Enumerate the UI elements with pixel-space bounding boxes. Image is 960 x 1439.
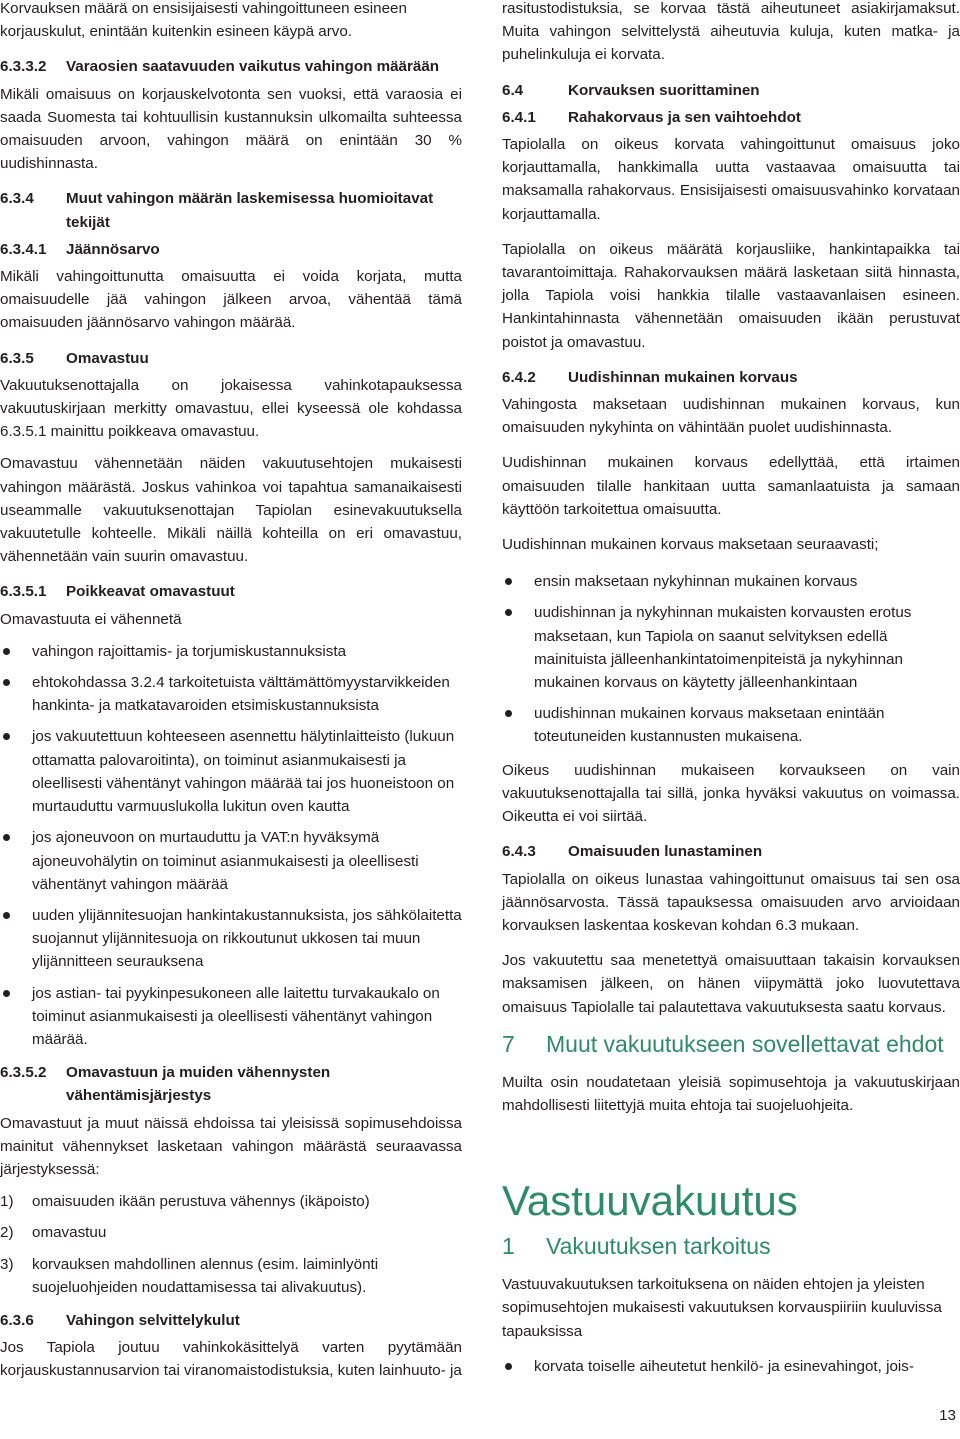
section-number: 6.3.6 — [0, 1311, 34, 1329]
bullet-list-6-3-5-1 — [0, 640, 462, 1051]
list-item: ehtokohdassa 3.2.4 tarkoitetuista välttämättömyystarvikkeiden hankinta- ja matkatavaroiden etsimiskustannuksista — [0, 671, 462, 717]
section-number: 1 — [502, 1233, 515, 1260]
list-item: vahingon rajoittamis- ja torjumiskustannuksista — [0, 640, 462, 663]
section-7-heading — [502, 1029, 960, 1059]
paragraph-1: Vastuuvakuutuksen tarkoituksena on näiden ehtojen ja yleisten sopimusehtojen mukaisesti vakuutuksen korvauspiiriin kuuluvissa tapauksissa — [502, 1276, 942, 1340]
section-number: 6.4.1 — [502, 108, 536, 126]
section-6-3-5-heading — [0, 347, 462, 370]
section-number: 6.3.5.2 — [0, 1064, 47, 1082]
section-title: Vakuutuksen tarkoitus — [546, 1233, 771, 1260]
list-item: korvata toiselle aiheutetut henkilö- ja esinevahingot, jois- — [502, 1355, 960, 1378]
section-number: 6.4.2 — [502, 368, 536, 386]
section-number: 6.4.3 — [502, 843, 536, 861]
list-item — [0, 1190, 462, 1213]
section-6-3-5-2-heading — [0, 1061, 462, 1107]
bullet-list-1 — [502, 1355, 960, 1378]
section-title: Rahakorvaus ja sen vaihtoehdot — [568, 108, 801, 126]
list-item — [0, 1221, 462, 1244]
paragraph-continued: rasitustodistuksia, se korvaa tästä aiheutuneet asiakirjamaksut. Muita vahingon selvittelystä aiheutuvia kuluja, kuten matka- ja puhelinkuluja ei korvata. — [502, 0, 960, 64]
paragraph-6-3-3-2: Mikäli omaisuus on korjauskelvotonta sen vuoksi, että varaosia ei saada Suomesta tai kohtuullisin kustannuksin ulkomailta suhteessa omaisuuden arvoon, vahingon määrä on enintään 30 % uudishinnasta. — [0, 85, 462, 173]
section-number: 6.3.4 — [0, 190, 34, 208]
chapter-title: Vastuuvakuutus — [502, 1177, 798, 1225]
list-item — [0, 1253, 462, 1299]
bullet-list-6-4-2 — [502, 570, 960, 748]
page-number: 13 — [939, 1406, 956, 1424]
list-item: jos astian- tai pyykinpesukoneen alle laitettu turvakaukalo on toiminut asianmukaisesti ja oleellisesti vähentänyt vahingon määrää. — [0, 982, 462, 1052]
section-6-3-4-heading — [0, 187, 462, 233]
paragraph-intro: Korvauksen määrä on ensisijaisesti vahingoittuneen esineen korjauskulut, enintään kuitenkin esineen käypä arvo. — [0, 0, 407, 41]
list-text: korvauksen mahdollinen alennus (esim. laiminlyönti suojeluohjeiden noudattamisessa tai alivakuutus). — [32, 1255, 379, 1296]
paragraph-6-3-5-a: Vakuutuksenottajalla on jokaisessa vahinkotapauksessa vakuutuskirjaan merkitty omavastuu, ellei kyseessä ole kohdassa 6.3.5.1 mainittu poikkeava omavastuu. — [0, 376, 462, 441]
paragraph-6-4-2-c: Uudishinnan mukainen korvaus maksetaan seuraavasti; — [502, 536, 879, 554]
paragraph-6-3-5-b: Omavastuu vähennetään näiden vakuutusehtojen mukaisesti vahingon määrästä. Joskus vahinkoa voi tapahtua samanaikaisesti useammalle vakuutuksenottajan Tapiolan esinevakuutuksella vakuutetulle kohteelle. Mikäli näillä kohteilla on eri omavastuu, vähennetään vain suurin omavastuu. — [0, 455, 462, 566]
paragraph-6-4-3-b: Jos vakuutettu saa menetettyä omaisuuttaan takaisin korvauksen maksamisen jälkeen, on hänen viipymättä joko luovutettava omaisuus Tapiolalle tai palautettava vakuutuksesta saatu korvaus. — [502, 952, 960, 1016]
section-6-4-1-heading — [502, 106, 960, 129]
section-number: 6.3.5.1 — [0, 583, 47, 601]
paragraph-6-4-1-b: Tapiolalla on oikeus määrätä korjausliike, hankintapaikka tai tavarantoimittaja. Rahakorvauksen määrä lasketaan siitä hinnasta, jolla Tapiola voisi hankkia tilalle vastaavanlaisen esineen. Hankintahinnasta vähennetään omaisuuden ikään perustuvat poistot ja omavastuu. — [502, 240, 960, 351]
paragraph-6-4-2-a: Vahingosta maksetaan uudishinnan mukainen korvaus, kun omaisuuden nykyhinta on vähintään puolet uudishinnasta. — [502, 396, 960, 437]
section-title: Muut vakuutukseen sovellettavat ehdot — [546, 1030, 944, 1057]
paragraph-6-4-2-b: Uudishinnan mukainen korvaus edellyttää, että irtaimen omaisuuden tilalle hankitaan uutta samanlaatuista ja samaan käyttöön tarkoitettua omaisuutta. — [502, 454, 960, 518]
section-title: Omaisuuden lunastaminen — [568, 843, 763, 861]
section-6-3-5-1-heading — [0, 580, 462, 603]
section-6-4-3-heading — [502, 840, 960, 863]
paragraph-6-3-5-1: Omavastuuta ei vähennetä — [0, 610, 182, 628]
list-item: uudishinnan ja nykyhinnan mukaisten korvausten erotus maksetaan, kun Tapiola on saanut selvityksen edellä mainituista jälleenhankintatoimenpiteistä ja nykyhinnan mukainen korvaus on käytetty jälleenhankintaan — [502, 601, 960, 694]
section-6-3-3-2-heading — [0, 55, 462, 78]
paragraph-6-4-1-a: Tapiolalla on oikeus korvata vahingoittunut omaisuus joko korjauttamalla, hankkimalla uutta vastaavaa omaisuutta tai maksamalla rahakorvaus. Ensisijaisesti omaisuusvahinko korvataan korjauttamalla. — [502, 136, 960, 223]
section-title: Muut vahingon määrän laskemisessa huomioitavat tekijät — [66, 190, 434, 231]
section-6-4-2-heading — [502, 366, 960, 389]
list-item: uudishinnan mukainen korvaus maksetaan enintään toteutuneiden kustannusten mukaisena. — [502, 702, 960, 748]
right-column — [502, 0, 960, 1388]
section-title: Jäännösarvo — [66, 240, 160, 258]
section-6-4-heading — [502, 79, 960, 102]
section-number: 6.3.5 — [0, 349, 34, 367]
list-text: omavastuu — [32, 1224, 107, 1242]
ordered-list-6-3-5-2 — [0, 1190, 462, 1299]
list-marker: 2) — [0, 1224, 14, 1242]
section-6-3-6-heading — [0, 1309, 462, 1332]
left-column — [0, 0, 462, 1392]
list-text: omaisuuden ikään perustuva vähennys (ikäpoisto) — [32, 1193, 370, 1211]
list-marker: 1) — [0, 1193, 14, 1211]
section-1-heading — [502, 1231, 960, 1261]
paragraph-6-3-6: Jos Tapiola joutuu vahinkokäsittelyä varten pyytämään korjauskustannusarvion tai viranomaistodistuksia, kuten lainhuuto- ja — [0, 1339, 462, 1380]
list-item: uuden ylijännitesuojan hankintakustannuksista, jos sähkölaitetta suojannut ylijännitesuoja on rikkoutunut ukkosen tai muun ylijännitteen seurauksena — [0, 904, 462, 974]
section-title: Omavastuu — [66, 349, 149, 367]
section-title: Uudishinnan mukainen korvaus — [568, 368, 798, 386]
list-item: jos ajoneuvoon on murtauduttu ja VAT:n hyväksymä ajoneuvohälytin on toiminut asianmukaisesti ja oleellisesti vähentänyt vahingon määrää — [0, 826, 462, 896]
list-item: jos vakuutettuun kohteeseen asennettu hälytinlaitteisto (lukuun ottamatta palovaroitinta), on toiminut asianmukaisesti ja oleellisesti vähentänyt vahingon määrää tai jos huoneistoon on murtauduttu varmuuslukolla lukitun oven kautta — [0, 725, 462, 818]
paragraph-6-3-5-2: Omavastuut ja muut näissä ehdoissa tai yleisissä sopimusehdoissa mainitut vähennykset lasketaan vahingon määrästä seuraavassa järjestyksessä: — [0, 1114, 462, 1178]
section-title: Varaosien saatavuuden vaikutus vahingon määrään — [66, 58, 440, 76]
paragraph-6-3-4-1: Mikäli vahingoittunutta omaisuutta ei voida korjata, mutta omaisuudelle jää vahingon jälkeen arvoa, vähentää tämä omaisuuden jäännösarvo vahingon määrää. — [0, 268, 462, 332]
paragraph-6-4-2-d: Oikeus uudishinnan mukaiseen korvaukseen on vain vakuutuksenottajalla tai sillä, jonka hyväksi vakuutus on voimassa. Oikeutta ei voi siirtää. — [502, 761, 960, 826]
paragraph-6-4-3-a: Tapiolalla on oikeus lunastaa vahingoittunut omaisuus tai sen osa jäännösarvosta. Tässä tapauksessa omaisuuden arvo arvioidaan korvauksen laskentaa koskevan kohdan 6.3 mukaan. — [502, 870, 960, 934]
section-number: 6.3.4.1 — [0, 240, 47, 258]
section-title: Poikkeavat omavastuut — [66, 583, 235, 601]
section-title: Vahingon selvittelykulut — [66, 1311, 240, 1329]
list-item: ensin maksetaan nykyhinnan mukainen korvaus — [502, 570, 960, 593]
section-6-3-4-1-heading — [0, 238, 462, 261]
section-title: Korvauksen suorittaminen — [568, 81, 760, 99]
section-title: Omavastuun ja muiden vähennysten vähentämisjärjestys — [66, 1064, 331, 1105]
section-number: 7 — [502, 1030, 515, 1057]
paragraph-7: Muilta osin noudatetaan yleisiä sopimusehtoja ja vakuutuskirjaan mahdollisesti liitettyjä muita ehtoja tai suojeluohjeita. — [502, 1073, 960, 1114]
list-marker: 3) — [0, 1255, 14, 1273]
section-number: 6.3.3.2 — [0, 58, 47, 76]
section-number: 6.4 — [502, 81, 524, 99]
